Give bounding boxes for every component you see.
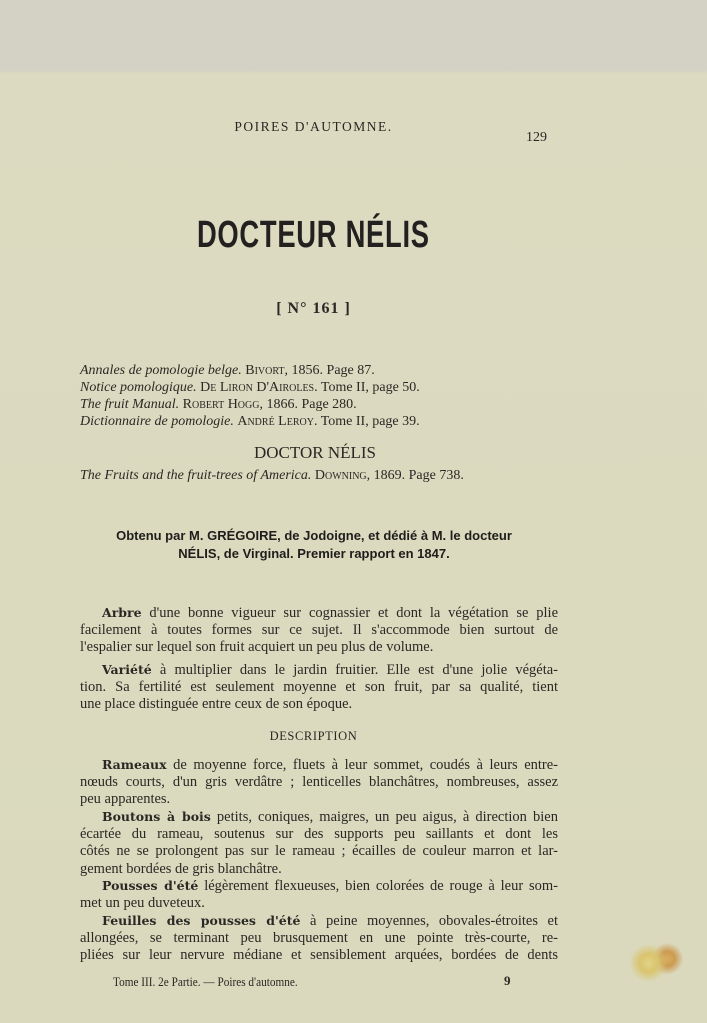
section-heading: DESCRIPTION [269, 729, 358, 743]
lead-term: Feuilles des pousses d'été [102, 913, 301, 928]
reference: Annales de pomologie belge. Bivort, 1856. Page 87. [80, 363, 375, 378]
page-title: DOCTEUR NÉLIS [196, 214, 430, 256]
signature-mark: 9 [504, 973, 511, 988]
lead-term: Rameaux [102, 757, 167, 772]
text-line: Arbre d'une bonne vigueur sur cognassier et dont la végétation se plie [102, 605, 559, 621]
page-footer: Tome III. 2e Partie. — Poires d'automne. [113, 975, 298, 989]
paragraph [80, 661, 558, 714]
text-line: tion. Sa fertilité est seulement moyenne et son fruit, par sa qualité, tient [80, 679, 558, 696]
synonym-reference: The Fruits and the fruit-trees of America. Downing, 1869. Page 738. [80, 468, 464, 483]
text-line: allongées, se terminant peu brusquement en une pointe très-courte, re- [80, 930, 558, 947]
page-number: 129 [526, 130, 547, 145]
text-line: met un peu duveteux. [80, 895, 205, 912]
variety-number: [ N° 161 ] [276, 300, 351, 317]
references [80, 362, 420, 430]
paragraph [80, 604, 558, 657]
synonym-heading: DOCTOR NÉLIS [254, 443, 376, 462]
paragraph [80, 877, 558, 912]
paragraph [80, 756, 558, 809]
origin-note: Obtenu par M. GRÉGOIRE, de Jodoigne, et dédié à M. le docteur NÉLIS, de Virginal. Premier rapport en 1847. [116, 528, 512, 561]
reference: Dictionnaire de pomologie. André Leroy. Tome II, page 39. [80, 414, 420, 429]
lead-term: Pousses d'été [102, 878, 199, 893]
text-line: une place distinguée entre ceux de son époque. [80, 696, 353, 713]
text-line: facilement à toutes formes sur ce sujet. Il s'accommode bien surtout de [80, 622, 558, 639]
lead-term: Arbre [102, 605, 142, 620]
text-line: peu apparentes. [80, 791, 171, 808]
lead-term: Boutons à bois [102, 809, 211, 824]
text-line: gement bordées de gris blanchâtre. [80, 860, 282, 877]
text-line: Rameaux de moyenne force, fluets à leur sommet, coudés à leurs entre- [102, 757, 559, 773]
text-line: Pousses d'été légèrement flexueuses, bien colorées de rouge à leur som- [102, 878, 558, 894]
reference: Notice pomologique. De Liron D'Airoles. Tome II, page 50. [80, 380, 420, 395]
text-line: Feuilles des pousses d'été à peine moyennes, obovales-étroites et [102, 913, 558, 929]
paragraph [80, 912, 558, 965]
text-line: écartée du rameau, soutenus sur des supports peu saillants et dont les [80, 826, 558, 843]
pear-illustration-edge [624, 930, 694, 990]
text-line: Variété à multiplier dans le jardin fruitier. Elle est d'une jolie végéta- [102, 662, 558, 678]
running-head: POIRES D'AUTOMNE. [234, 119, 393, 134]
text-line: nœuds courts, d'un gris verdâtre ; lenticelles blanchâtres, nombreuses, assez [80, 774, 558, 791]
text-line: l'espalier sur lequel son fruit acquiert un peu plus de volume. [80, 639, 434, 656]
lead-term: Variété [102, 662, 152, 677]
text-line: pliées sur leur nervure médiane et sensiblement arquées, bordées de dents [80, 947, 558, 964]
reference: The fruit Manual. Robert Hogg, 1866. Page 280. [80, 397, 357, 412]
text-line: côtés ne se prolongent pas sur le rameau ; écailles de couleur marron et lar- [80, 843, 558, 860]
paragraph [80, 808, 558, 878]
text-line: Boutons à bois petits, coniques, maigres, un peu aigus, à direction bien [102, 809, 558, 825]
